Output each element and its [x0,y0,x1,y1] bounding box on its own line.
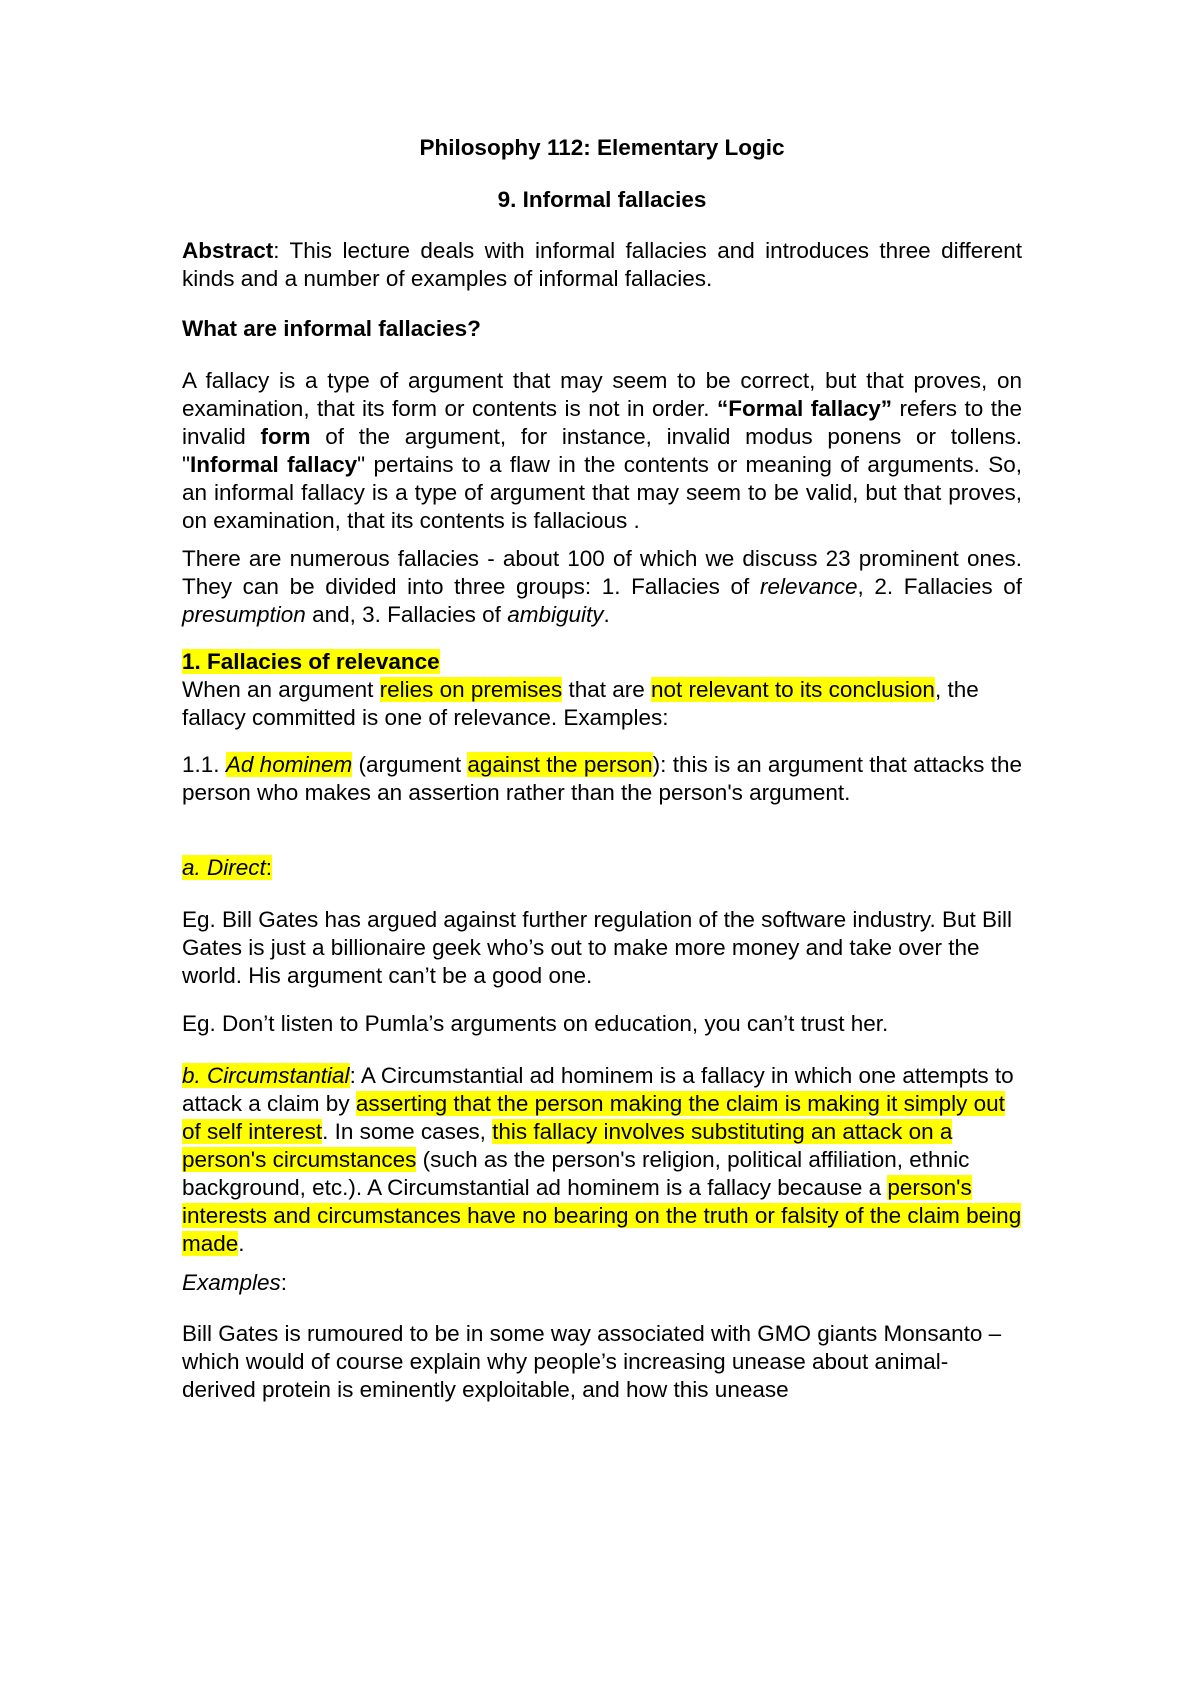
circ-text-g: . [238,1231,245,1256]
adhom-text-e: ): this is an argument that attacks the person who makes an assertion rather than the person's argument. [182,752,1022,805]
abstract-text: : This lecture deals with informal fallacies and introduces three different kinds and a number of examples of informal fallacies. [182,238,1022,291]
relevance-heading: 1. Fallacies of relevance [182,649,440,674]
circ-text-e: (such as the person's religion, political affiliation, ethnic background, etc.). A Circumstantial ad hominem is a fallacy because a [182,1147,970,1200]
direct-colon: : [265,855,273,880]
para2-text-c: , 2. Fallacies of [857,574,1022,599]
form-term: form [260,424,311,449]
circumstantial-paragraph [182,1062,1022,1258]
para1-text-a: A fallacy is a type of argument that may seem to be correct, but that proves, on examination, that its form or contents is not in order. [182,368,1022,421]
para2-text-a: There are numerous fallacies - about 100 of which we discuss 23 prominent ones. They can be divided into three groups: 1. Fallacies of [182,546,1022,599]
highlight-substituting-attack: this fallacy involves substituting an attack on a person's circumstances [182,1119,953,1172]
sec1-text-c: that are [562,677,652,702]
groups-paragraph [182,545,1022,629]
examples-colon: : [280,1270,288,1295]
para1-text-c: refers to the invalid [182,396,1022,449]
adhom-text-c: (argument [352,752,468,777]
para1-text-e: of the argument, for instance, invalid modus ponens or tollens. " [182,424,1022,477]
circ-text-a: : A Circumstantial ad hominem is a fallacy in which one attempts to attack a claim by [182,1063,1014,1116]
highlight-no-bearing: person's interests and circumstances have no bearing on the truth or falsity of the claim being made [182,1175,1022,1256]
relevance-term: relevance [759,574,858,599]
example-pumla: Eg. Don’t listen to Pumla’s arguments on education, you can’t trust her. [182,1011,889,1036]
examples-subheading [182,1269,1022,1297]
direct-subheading [182,854,1022,882]
abstract-label: Abstract [182,238,274,263]
para2-text-g: . [603,602,610,627]
ambiguity-term: ambiguity [507,602,604,627]
highlight-not-relevant: not relevant to its conclusion [651,677,935,702]
highlight-against-person: against the person [467,752,653,777]
informal-fallacy-term: Informal fallacy [190,452,358,477]
example-bill-gates: Eg. Bill Gates has argued against further regulation of the software industry. But Bill Gates is just a billionaire geek who’s out to make more money and take over the world. His argument can’t be a good one. [182,907,1013,988]
circ-text-c: . In some cases, [322,1119,493,1144]
highlight-self-interest: asserting that the person making the claim is making it simply out of self interest [182,1091,1005,1144]
circumstantial-label: b. Circumstantial [182,1063,350,1088]
abstract-paragraph [182,237,1022,293]
presumption-term: presumption [182,602,306,627]
formal-fallacy-term: “Formal fallacy” [716,396,893,421]
relevance-section [182,648,1022,732]
adhom-number: 1.1. [182,752,226,777]
examples-label: Examples [182,1270,281,1295]
section-question-heading: What are informal fallacies? [182,316,481,341]
definition-paragraph [182,367,1022,535]
ad-hominem-paragraph [182,751,1022,807]
direct-label: a. Direct [182,855,266,880]
para2-text-e: and, 3. Fallacies of [305,602,508,627]
document-title: Philosophy 112: Elementary Logic [419,135,785,160]
para1-text-g: " pertains to a flaw in the contents or meaning of arguments. So, an informal fallacy is a type of argument that may seem to be valid, but that proves, on examination, that its contents is fallacious . [182,452,1023,533]
sec1-text-e: , the fallacy committed is one of relevance. Examples: [182,677,979,730]
highlight-relies-on-premises: relies on premises [379,677,563,702]
lecture-subtitle: 9. Informal fallacies [497,187,707,212]
example-monsanto: Bill Gates is rumoured to be in some way associated with GMO giants Monsanto – which would of course explain why people’s increasing unease about animal-derived protein is eminently exploitable, and how this unease [182,1321,1002,1402]
ad-hominem-term: Ad hominem [225,752,353,777]
document-page [182,0,1022,1696]
sec1-text-a: When an argument [182,677,380,702]
